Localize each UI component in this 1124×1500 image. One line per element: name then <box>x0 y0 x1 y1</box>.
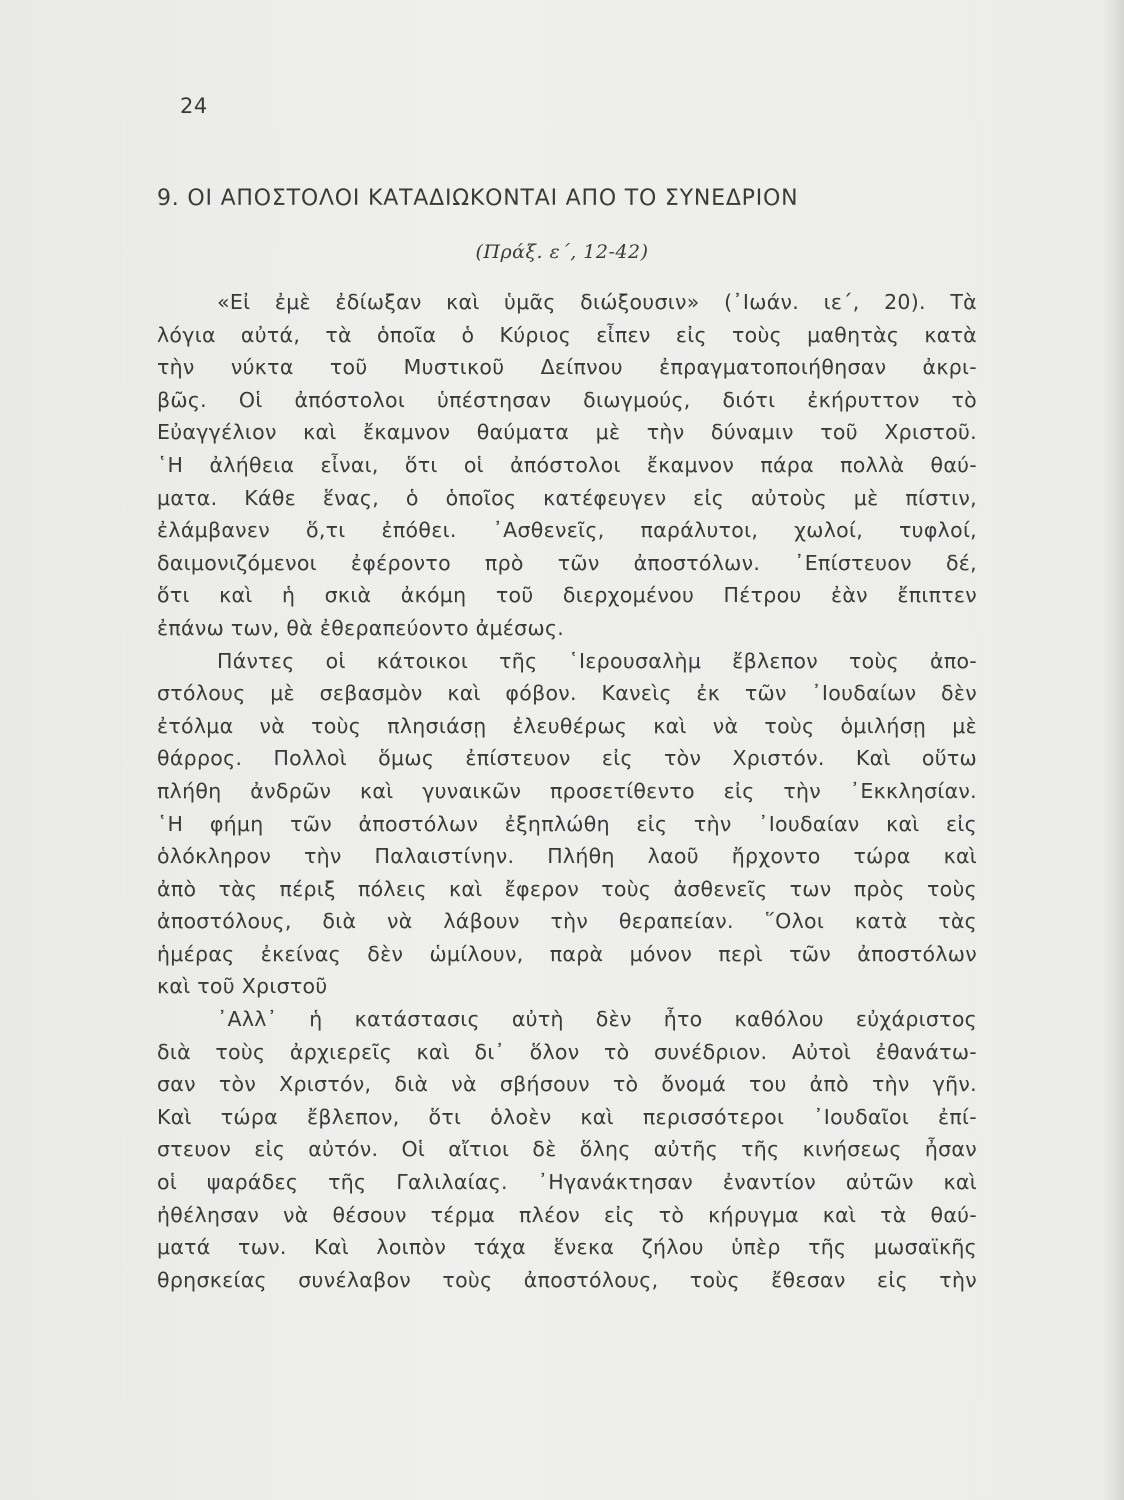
text-line: λόγια αὐτά, τὰ ὁποῖα ὁ Κύριος εἶπεν εἰς τοὺς μαθητὰς κατὰ <box>157 322 977 347</box>
text-line: δαιμονιζόμενοι ἐφέροντο πρὸ τῶν ἀποστόλων. ᾿Επίστευον δέ, <box>157 550 977 575</box>
text-line: «Εἰ ἐμὲ ἐδίωξαν καὶ ὑμᾶς διώξουσιν» (᾿Ιωάν. ιε΄, 20). Τὰ <box>217 290 977 314</box>
text-line: Εὐαγγέλιον καὶ ἔκαμνον θαύματα μὲ τὴν δύναμιν τοῦ Χριστοῦ. <box>157 420 977 445</box>
text-line: σαν τὸν Χριστόν, διὰ νὰ σβήσουν τὸ ὄνομά του ἀπὸ τὴν γῆν. <box>157 1072 977 1097</box>
chapter-subtitle: (Πράξ. ε΄, 12-42) <box>475 241 649 263</box>
page-number: 24 <box>180 94 208 118</box>
text-line: ῾Η φήμη τῶν ἀποστόλων ἐξηπλώθη εἰς τὴν ᾿Ιουδαίαν καὶ εἰς <box>157 811 977 836</box>
chapter-title: 9. ΟΙ ΑΠΟΣΤΟΛΟΙ ΚΑΤΑΔΙΩΚΟΝΤΑΙ ΑΠΟ ΤΟ ΣΥΝΕΔΡΙΟΝ <box>157 186 799 211</box>
text-line: ματά των. Καὶ λοιπὸν τάχα ἕνεκα ζήλου ὑπὲρ τῆς μωσαϊκῆς <box>157 1235 977 1260</box>
text-line: ἀπὸ τὰς πέριξ πόλεις καὶ ἔφερον τοὺς ἀσθενεῖς των πρὸς τοὺς <box>157 876 977 901</box>
text-line: Πάντες οἱ κάτοικοι τῆς ῾Ιερουσαλὴμ ἔβλεπον τοὺς ἀπο- <box>217 648 977 673</box>
page-edge-shadow <box>1102 0 1124 1500</box>
text-line: ἠθέλησαν νὰ θέσουν τέρμα πλέον εἰς τὸ κήρυγμα καὶ τὰ θαύ- <box>157 1202 977 1227</box>
text-line: Καὶ τώρα ἔβλεπον, ὅτι ὁλοὲν καὶ περισσότεροι ᾿Ιουδαῖοι ἐπί- <box>157 1104 977 1129</box>
text-line: ἀποστόλους, διὰ νὰ λάβουν τὴν θεραπείαν. ῞Ολοι κατὰ τὰς <box>157 909 977 934</box>
text-line: ἐπάνω των, θὰ ἐθεραπεύοντο ἀμέσως. <box>157 615 565 640</box>
text-line: ματα. Κάθε ἕνας, ὁ ὁποῖος κατέφευγεν εἰς αὐτοὺς μὲ πίστιν, <box>157 485 977 510</box>
text-line: διὰ τοὺς ἀρχιερεῖς καὶ δι᾿ ὅλον τὸ συνέδριον. Αὐτοὶ ἐθανάτω- <box>157 1039 977 1064</box>
text-line: θρησκείας συνέλαβον τοὺς ἀποστόλους, τοὺς ἔθεσαν εἰς τὴν <box>157 1267 977 1292</box>
text-line: ῾Η ἀλήθεια εἶναι, ὅτι οἱ ἀπόστολοι ἔκαμνον πάρα πολλὰ θαύ- <box>157 452 977 477</box>
text-line: ὅτι καὶ ἡ σκιὰ ἀκόμη τοῦ διερχομένου Πέτρου ἐὰν ἔπιπτεν <box>157 583 977 608</box>
text-line: τὴν νύκτα τοῦ Μυστικοῦ Δείπνου ἐπραγματοποιήθησαν ἀκρι- <box>157 355 977 380</box>
text-line: οἱ ψαράδες τῆς Γαλιλαίας. ᾿Ηγανάκτησαν ἐναντίον αὐτῶν καὶ <box>157 1170 977 1195</box>
text-line: ἐτόλμα νὰ τοὺς πλησιάσῃ ἐλευθέρως καὶ νὰ τοὺς ὁμιλήσῃ μὲ <box>157 713 977 738</box>
text-line: ᾿Αλλ᾿ ἡ κατάστασις αὐτὴ δὲν ἦτο καθόλου εὐχάριστος <box>217 1007 977 1032</box>
text-line: ὁλόκληρον τὴν Παλαιστίνην. Πλήθη λαοῦ ἤρχοντο τώρα καὶ <box>157 844 977 869</box>
text-line: ἡμέρας ἐκείνας δὲν ὡμίλουν, παρὰ μόνον περὶ τῶν ἀποστόλων <box>157 941 977 966</box>
text-line: θάρρος. Πολλοὶ ὅμως ἐπίστευον εἰς τὸν Χριστόν. Καὶ οὕτω <box>157 746 977 771</box>
text-line: στόλους μὲ σεβασμὸν καὶ φόβον. Κανεὶς ἐκ τῶν ᾿Ιουδαίων δὲν <box>157 681 977 706</box>
text-line: καὶ τοῦ Χριστοῦ <box>157 974 328 999</box>
text-line: πλήθη ἀνδρῶν καὶ γυναικῶν προσετίθεντο εἰς τὴν ᾿Εκκλησίαν. <box>157 778 977 803</box>
text-line: στευον εἰς αὐτόν. Οἱ αἴτιοι δὲ ὅλης αὐτῆς τῆς κινήσεως ἦσαν <box>157 1137 977 1162</box>
text-line: ἐλάμβανεν ὅ,τι ἐπόθει. ᾿Ασθενεῖς, παράλυτοι, χωλοί, τυφλοί, <box>157 518 977 543</box>
body-text <box>157 286 977 1296</box>
text-line: βῶς. Οἱ ἀπόστολοι ὑπέστησαν διωγμούς, διότι ἐκήρυττον τὸ <box>157 387 977 412</box>
